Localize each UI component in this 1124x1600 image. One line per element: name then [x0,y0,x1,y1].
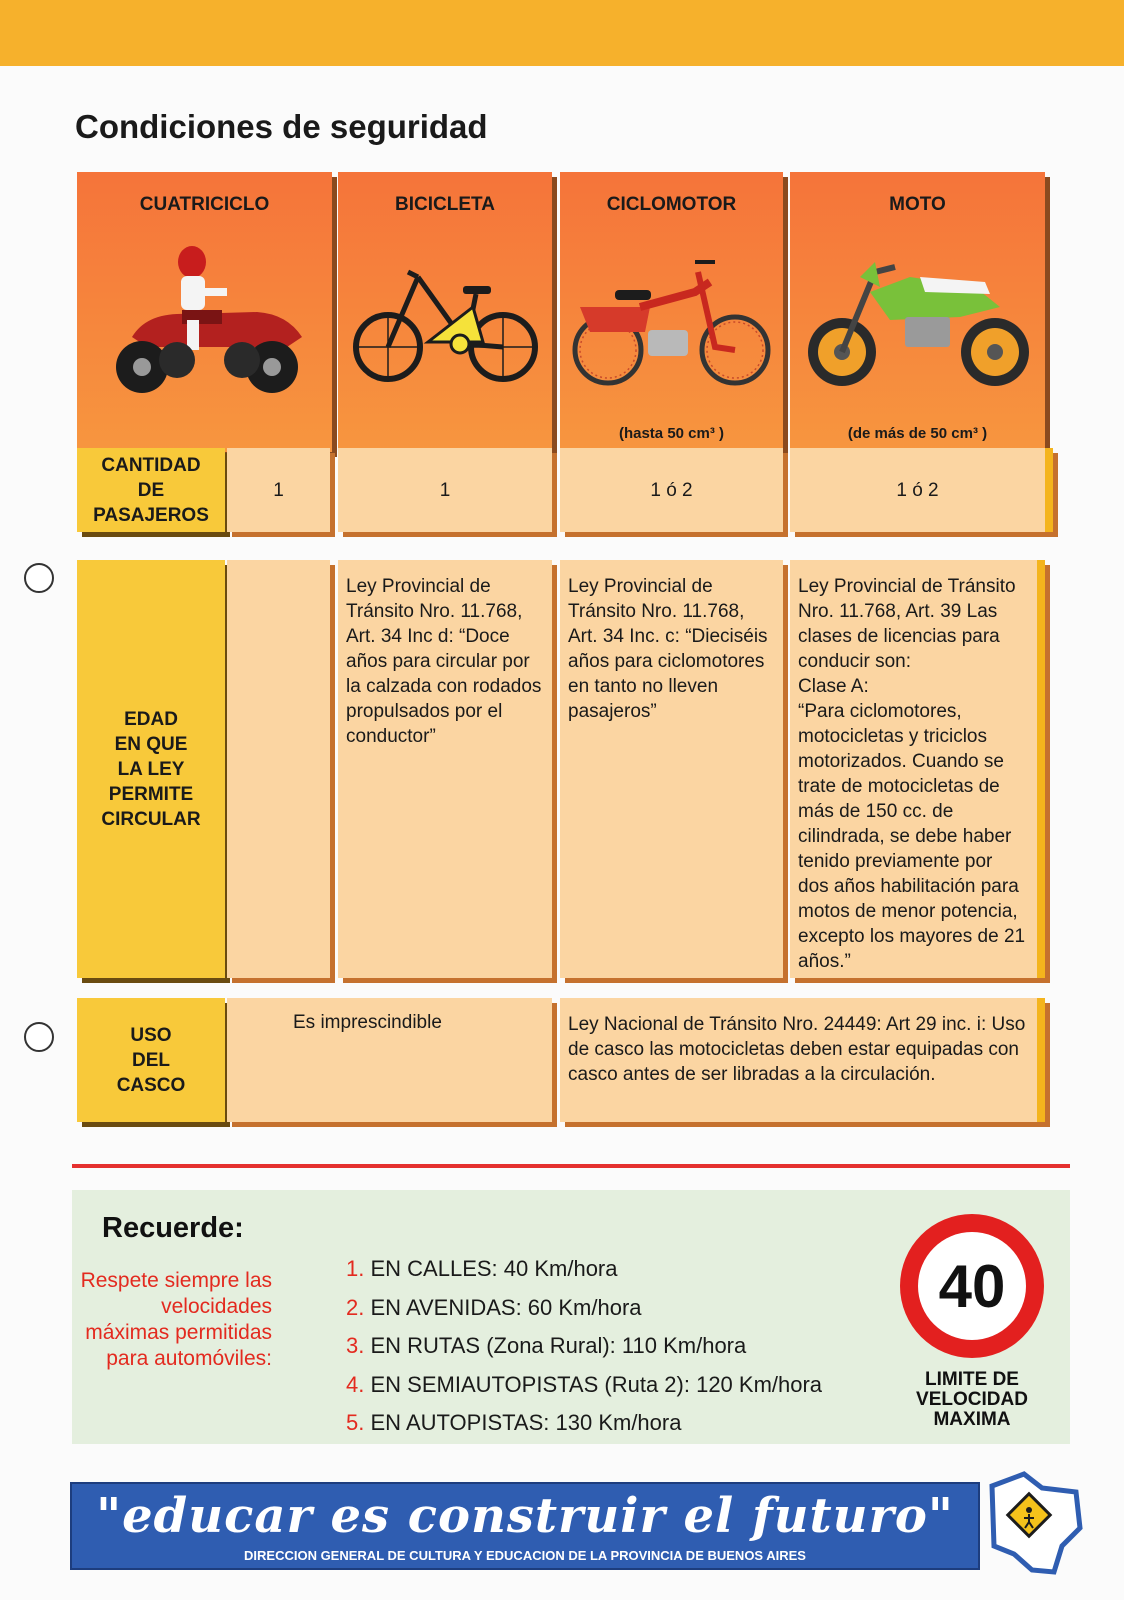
item-text: EN CALLES: 40 Km/hora [370,1256,618,1281]
column-title: MOTO [889,194,946,215]
column-header-ciclomotor [560,172,783,452]
item-number: 4. [346,1371,365,1397]
list-item [346,1250,822,1289]
row-label-age: EDAD EN QUE LA LEY PERMITE CIRCULAR [77,560,225,978]
column-header-bicicleta [338,172,552,452]
cell-value: 1 [273,479,284,501]
list-item [346,1289,822,1328]
cell-value: 1 ó 2 [650,479,693,501]
age-ciclomotor: Ley Provincial de Tránsito Nro. 11.768, Art. 34 Inc. c: “Dieciséis años para ciclomotores en tanto no lleven pasajeros” [560,560,783,978]
divider-line [72,1164,1070,1168]
engine-note: (de más de 50 cm³ ) [847,425,988,442]
row-label-passengers: CANTIDAD DE PASAJEROS [77,448,225,532]
passengers-ciclomotor [560,448,783,532]
binder-hole [24,1022,54,1052]
motto: "educar es construir el futuro" [96,1488,954,1544]
passengers-cuatriciclo [227,448,330,532]
province-logo-icon [984,1466,1086,1578]
column-title: CICLOMOTOR [606,194,737,215]
cell-value: 1 ó 2 [896,479,939,501]
list-item [346,1404,822,1443]
list-item [346,1327,822,1366]
reminder-subtitle: Respete siempre las velocidades máximas permitidas para automóviles: [80,1269,272,1370]
passengers-bicicleta [338,448,552,532]
helmet-left-text: Es imprescindible [293,1012,442,1033]
column-header-moto [790,172,1045,452]
age-bicicleta: Ley Provincial de Tránsito Nro. 11.768, Art. 34 Inc d: “Doce años para circular por la calzada con rodados propulsados por el conductor” [338,560,552,978]
list-item [346,1366,822,1405]
helmet-left-cell [227,998,552,1122]
item-text: EN RUTAS (Zona Rural): 110 Km/hora [370,1333,747,1358]
item-number: 1. [346,1256,365,1281]
bicycle-illustration [348,232,542,402]
age-cuatriciclo [227,560,330,978]
item-number: 2. [346,1294,365,1320]
item-text: EN SEMIAUTOPISTAS (Ruta 2): 120 Km/hora [370,1371,823,1397]
item-text: EN AVENIDAS: 60 Km/hora [370,1294,642,1320]
passengers-moto [790,448,1053,532]
reminder-title: Recuerde: [102,1212,244,1244]
column-title: CUATRICICLO [139,194,270,215]
page-title: Condiciones de seguridad [75,108,488,145]
helmet-right-cell: Ley Nacional de Tránsito Nro. 24449: Art 29 inc. i: Uso de casco las motocicletas deben estar equipadas con casco antes de ser libradas a la circulación. [560,998,1045,1122]
footer-banner [70,1482,980,1570]
top-color-band [0,0,1124,66]
item-text: EN AUTOPISTAS: 130 Km/hora [370,1410,682,1435]
speed-limits-list [346,1250,822,1443]
motorcycle-illustration [800,232,1035,402]
binder-hole [24,563,54,593]
column-title: BICICLETA [395,194,495,215]
item-number: 5. [346,1410,365,1435]
sign-caption: LIMITE DE VELOCIDAD MAXIMA [916,1369,1028,1430]
organization-name: DIRECCION GENERAL DE CULTURA Y EDUCACION DE LA PROVINCIA DE BUENOS AIRES [244,1548,806,1563]
age-moto: Ley Provincial de Tránsito Nro. 11.768, Art. 39 Las clases de licencias para conducir son: Clase A: “Para ciclomotores, motocicletas y triciclos motorizados. Cuando se trate de motocicletas de más de 150 cc. de cilindrada, se debe haber tenido previamente por dos años habilitación para motos de menor potencia, excepto los mayores de 21 años.” [790,560,1045,978]
moped-illustration [570,232,773,402]
speed-limit-sign-icon [898,1212,1046,1360]
quad-bike-illustration [87,232,322,402]
row-label-helmet: USO DEL CASCO [77,998,225,1122]
sign-value: 40 [938,1253,1006,1320]
column-header-cuatriciclo [77,172,332,452]
cell-value: 1 [439,479,451,501]
engine-note: (hasta 50 cm³ ) [618,425,725,442]
item-number: 3. [346,1333,365,1358]
